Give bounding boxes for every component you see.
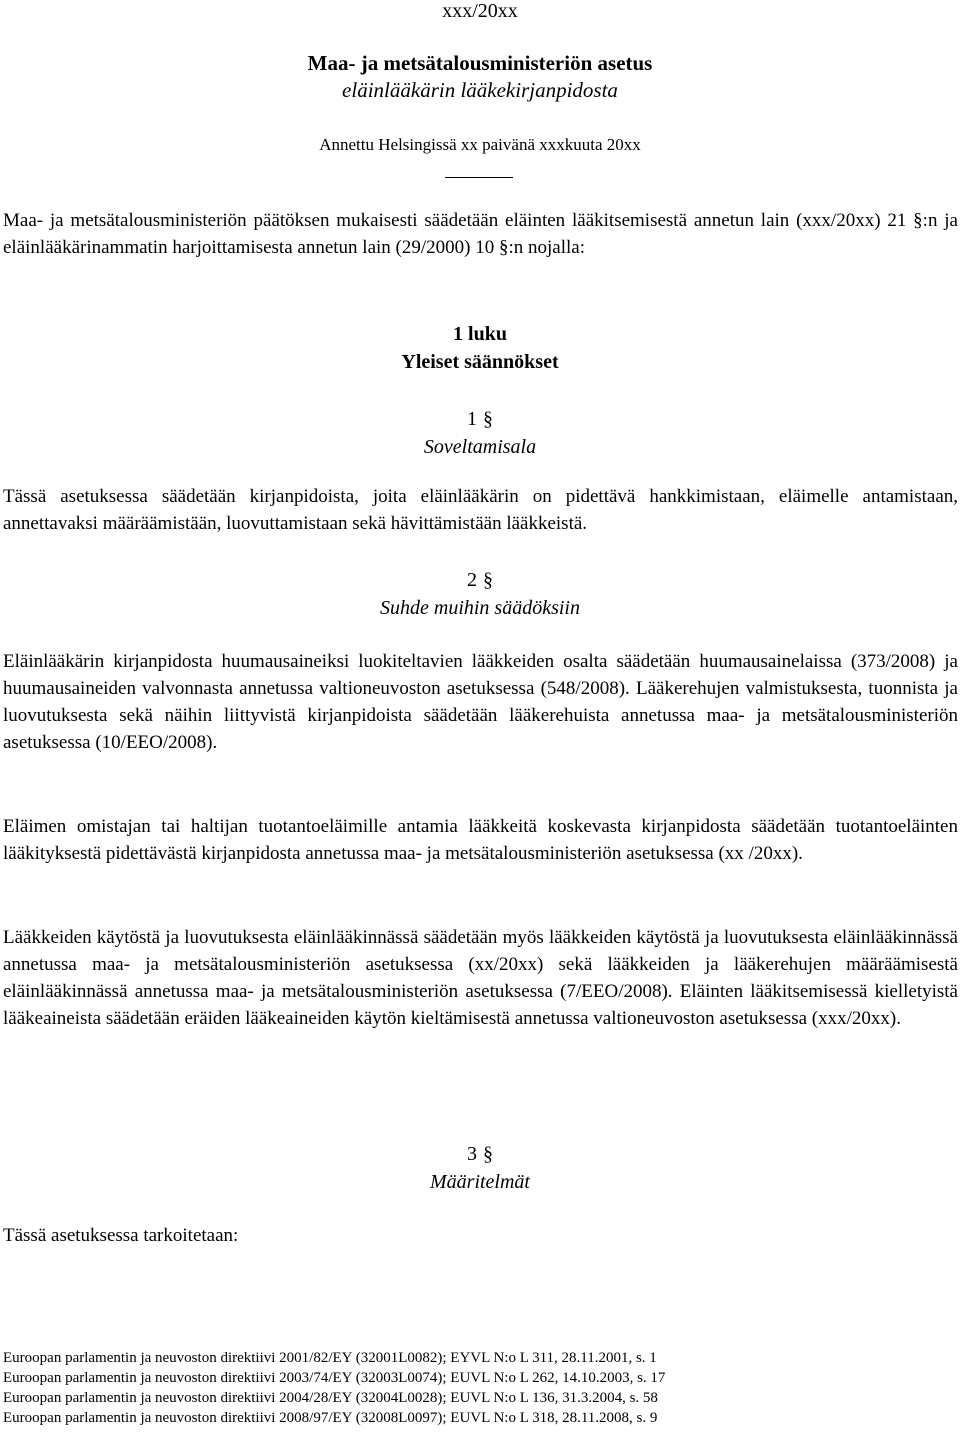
- footnotes: [3, 1348, 958, 1428]
- section-title: Suhde muihin säädöksiin: [380, 597, 580, 619]
- footnote: Euroopan parlamentin ja neuvoston direktiivi 2003/74/EY (32003L0074); EUVL N:o L 262, 14.10.2003, s. 17: [3, 1370, 666, 1386]
- section-heading-3: [0, 1140, 960, 1196]
- section-title: Soveltamisala: [423, 436, 537, 458]
- chapter-title: Yleiset säännökset: [401, 351, 559, 373]
- chapter-number: 1 luku: [453, 323, 507, 345]
- section-3-paragraph: Tässä asetuksessa tarkoitetaan:: [3, 1225, 239, 1246]
- given-date-line: Annettu Helsingissä xx paivänä xxxkuuta 20xx: [319, 135, 641, 154]
- section-sign: §: [483, 1143, 493, 1165]
- footnote: Euroopan parlamentin ja neuvoston direktiivi 2008/97/EY (32008L0097); EUVL N:o L 318, 28.11.2008, s. 9: [3, 1410, 658, 1426]
- title-block: [0, 50, 960, 104]
- chapter-heading: [0, 320, 960, 376]
- section-sign: §: [483, 408, 493, 430]
- section-number: 1: [467, 408, 477, 430]
- section-2-paragraph-1: Eläinlääkärin kirjanpidosta huumausaineiksi luokiteltavien lääkkeiden osalta säädetään huumausainelaissa (373/2008) ja huumausaineiden valvonnasta annetussa valtioneuvoston asetuksessa (548/2008). Lääkerehujen valmistuksesta, tuonnista ja luovutuksesta sekä näihin liittyvistä kirjanpidoista säädetään lääkerehuista annetussa maa- ja metsätalousministeriön asetuksessa (10/EEO/2008).: [3, 651, 958, 753]
- footnote: Euroopan parlamentin ja neuvoston direktiivi 2004/28/EY (32004L0028); EUVL N:o L 136, 31.3.2004, s. 58: [3, 1390, 658, 1406]
- intro-paragraph: Maa- ja metsätalousministeriön päätöksen mukaisesti säädetään eläinten lääkitsemisestä annetun lain (xxx/20xx) 21 §:n ja eläinlääkärinammatin harjoittamisesta annetun lain (29/2000) 10 §:n nojalla:: [3, 210, 958, 258]
- section-heading-2: [0, 566, 960, 622]
- document-subtitle: eläinlääkärin lääkekirjanpidosta: [342, 78, 618, 102]
- separator-rule: [445, 177, 513, 178]
- section-title: Määritelmät: [430, 1171, 530, 1193]
- document-title: Maa- ja metsätalousministeriön asetus: [307, 51, 653, 75]
- section-sign: §: [483, 569, 493, 591]
- section-heading-1: [0, 405, 960, 461]
- section-number: 2: [467, 569, 477, 591]
- section-1-paragraph: Tässä asetuksessa säädetään kirjanpidoista, joita eläinlääkärin on pidettävä hankkimistaan, eläimelle antamistaan, annettavaksi määräämistään, luovuttamistaan sekä hävittämistään lääkkeistä.: [3, 486, 958, 534]
- footnote: Euroopan parlamentin ja neuvoston direktiivi 2001/82/EY (32001L0082); EYVL N:o L 311, 28.11.2001, s. 1: [3, 1350, 657, 1366]
- section-2-paragraph-2: Eläimen omistajan tai haltijan tuotantoeläimille antamia lääkkeitä koskevasta kirjanpidosta säädetään tuotantoeläinten lääkityksestä pidettävästä kirjanpidosta annetussa maa- ja metsätalousministeriön asetuksessa (xx /20xx).: [3, 816, 958, 864]
- section-2-paragraph-3: Lääkkeiden käytöstä ja luovutuksesta eläinlääkinnässä säädetään myös lääkkeiden käytöstä ja luovutuksesta eläinlääkinnässä annetussa maa- ja metsätalousministeriön asetuksessa (xx/20xx) sekä lääkkeiden ja lääkerehujen määräämisestä eläinlääkinnässä annetussa maa- ja metsätalousministeriön asetuksessa (7/EEO/2008). Eläinten lääkitsemisessä kielletyistä lääkeaineista säädetään eräiden lääkeaineiden käytön kieltämisestä annetussa valtioneuvoston asetuksessa (xxx/20xx).: [3, 927, 958, 1029]
- section-number: 3: [467, 1143, 477, 1165]
- document-reference: xxx/20xx: [442, 0, 518, 22]
